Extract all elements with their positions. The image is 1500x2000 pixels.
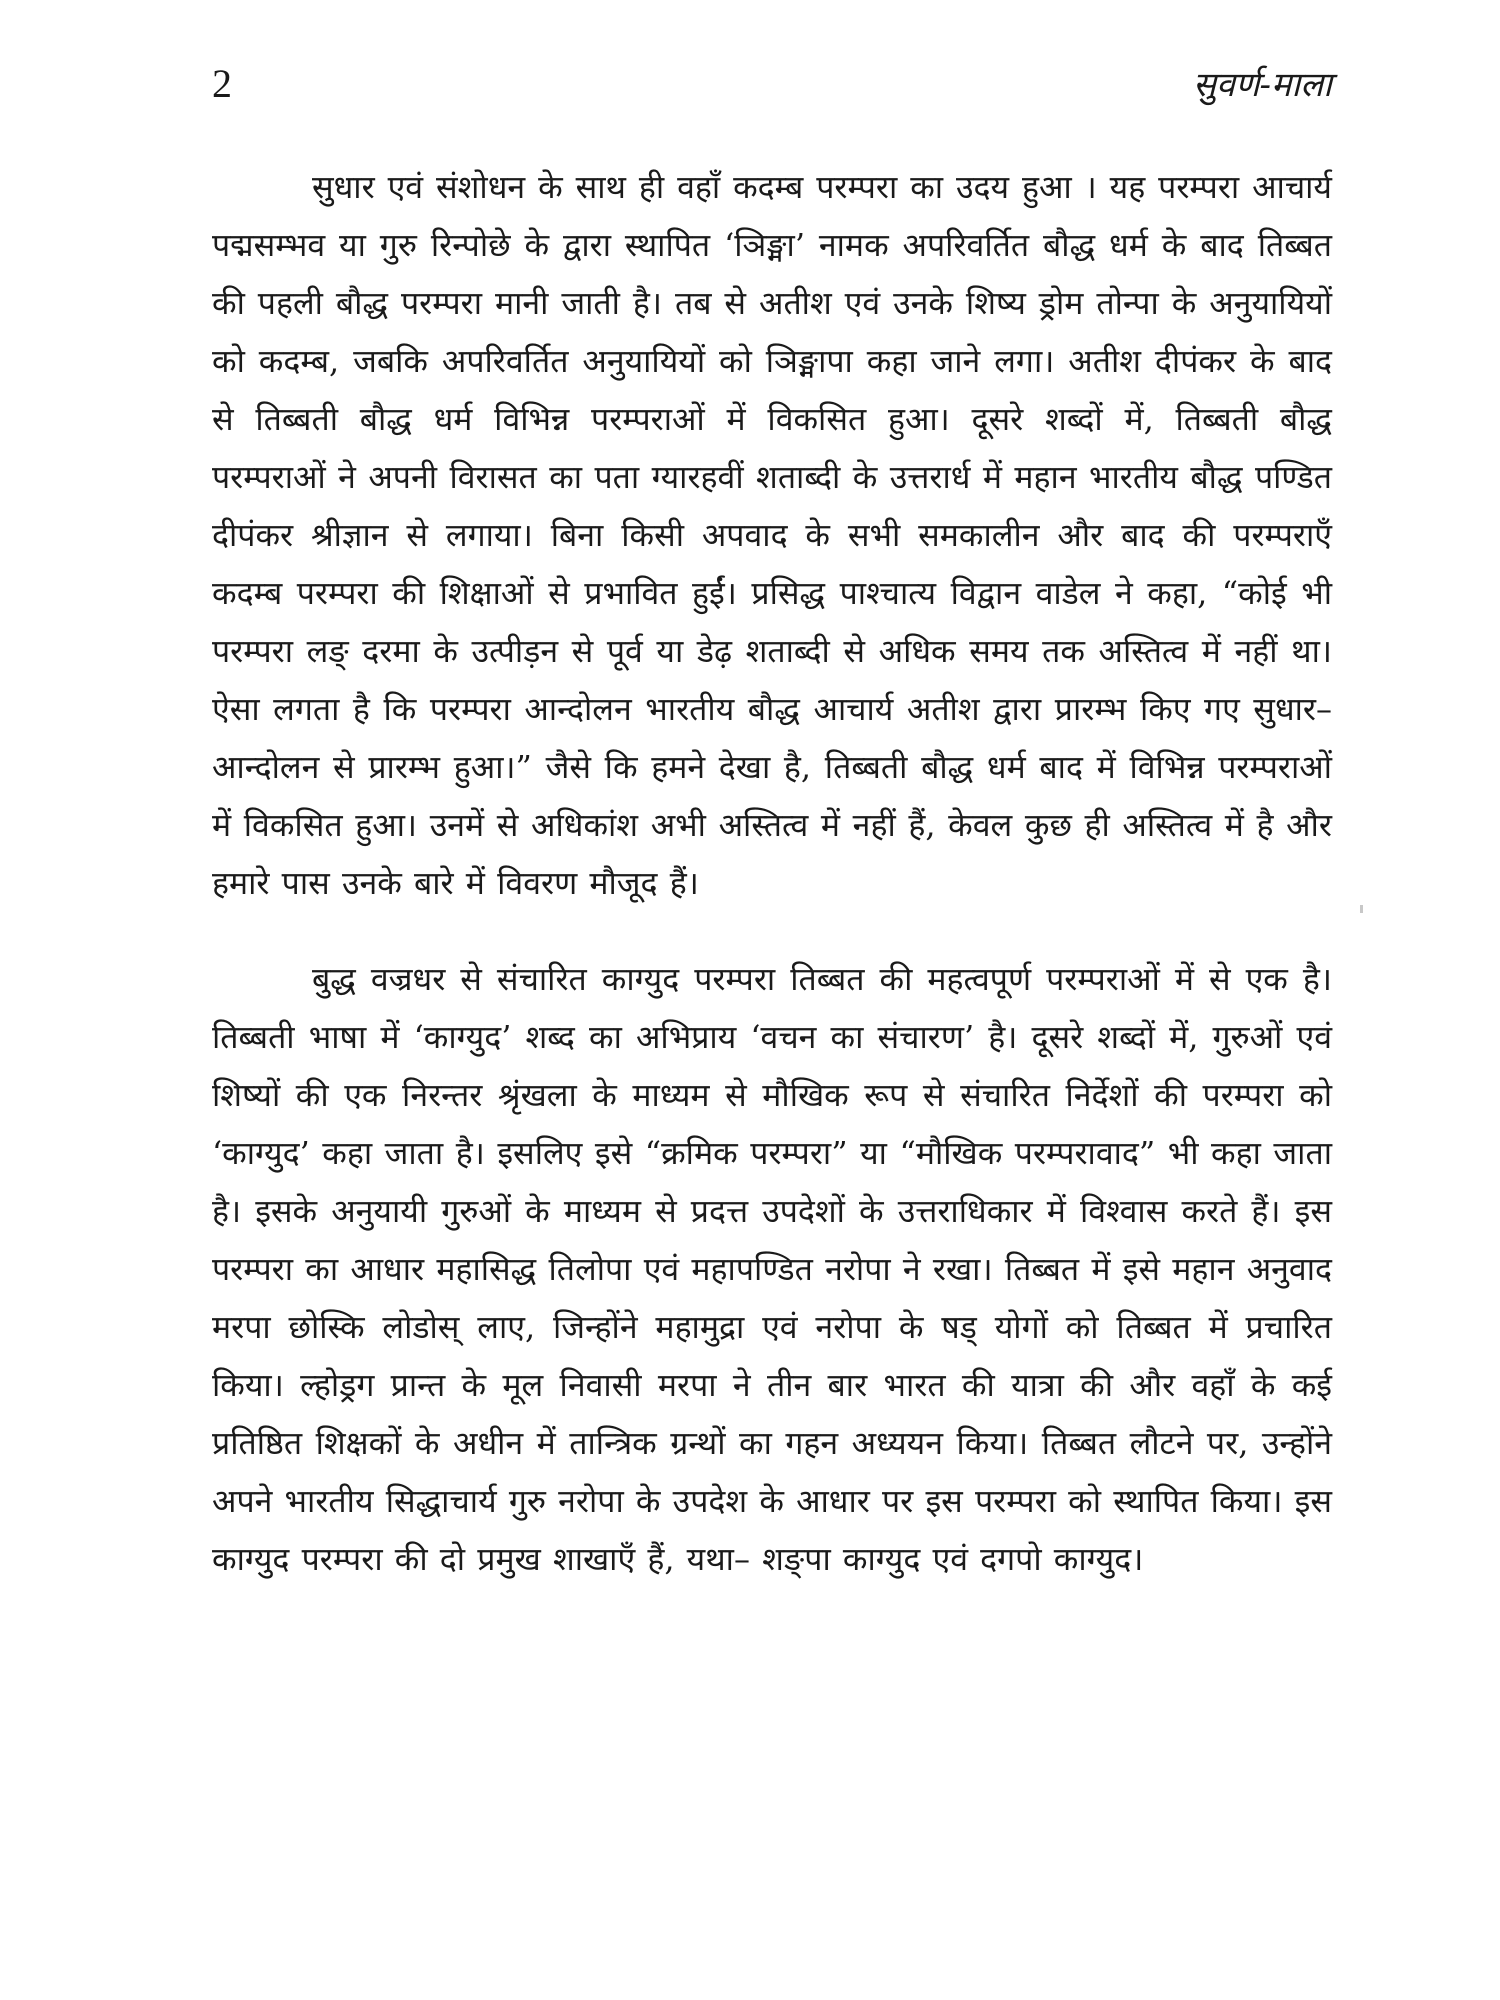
margin-speck	[1360, 905, 1363, 913]
page-header	[212, 60, 1332, 120]
page-number: 2	[212, 61, 232, 106]
paragraph-2: बुद्ध वज्रधर से संचारित काग्युद परम्परा तिब्बत की महत्वपूर्ण परम्पराओं में से एक है। तिब्बती भाषा में ‘काग्युद’ शब्द का अभिप्राय ‘वचन का संचारण’ है। दूसरे शब्दों में, गुरुओं एवं शिष्यों की एक निरन्तर श्रृंखला के माध्यम से मौखिक रूप से संचारित निर्देशों की परम्परा को ‘काग्युद’ कहा जाता है। इसलिए इसे “क्रमिक परम्परा” या “मौखिक परम्परावाद” भी कहा जाता है। इसके अनुयायी गुरुओं के माध्यम से प्रदत्त उपदेशों के उत्तराधिकार में विश्वास करते हैं। इस परम्परा का आधार महासिद्ध तिलोपा एवं महापण्डित नरोपा ने रखा। तिब्बत में इसे महान अनुवाद मरपा छोस्कि लोडोस् लाए, जिन्होंने महामुद्रा एवं नरोपा के षड् योगों को तिब्बत में प्रचारित किया। ल्होड्रग प्रान्त के मूल निवासी मरपा ने तीन बार भारत की यात्रा की और वहाँ के कई प्रतिष्ठित शिक्षकों के अधीन में तान्त्रिक ग्रन्थों का गहन अध्ययन किया। तिब्बत लौटने पर, उन्होंने अपने भारतीय सिद्धाचार्य गुरु नरोपा के उपदेश के आधार पर इस परम्परा को स्थापित किया। इस काग्युद परम्परा की दो प्रमुख शाखाएँ हैं, यथा– शङ्पा काग्युद एवं दगपो काग्युद।	[212, 960, 1332, 1578]
body-text	[212, 158, 1332, 1588]
running-title: सुवर्ण-माला	[1193, 65, 1332, 105]
paragraph-1: सुधार एवं संशोधन के साथ ही वहाँ कदम्ब परम्परा का उदय हुआ । यह परम्परा आचार्य पद्मसम्भव या गुरु रिन्पोछे के द्वारा स्थापित ‘ञिङ्मा’ नामक अपरिवर्तित बौद्ध धर्म के बाद तिब्बत की पहली बौद्ध परम्परा मानी जाती है। तब से अतीश एवं उनके शिष्य ड्रोम तोन्पा के अनुयायियों को कदम्ब, जबकि अपरिवर्तित अनुयायियों को ञिङ्मापा कहा जाने लगा। अतीश दीपंकर के बाद से तिब्बती बौद्ध धर्म विभिन्न परम्पराओं में विकसित हुआ। दूसरे शब्दों में, तिब्बती बौद्ध परम्पराओं ने अपनी विरासत का पता ग्यारहवीं शताब्दी के उत्तरार्ध में महान भारतीय बौद्ध पण्डित दीपंकर श्रीज्ञान से लगाया। बिना किसी अपवाद के सभी समकालीन और बाद की परम्पराएँ कदम्ब परम्परा की शिक्षाओं से प्रभावित हुईं। प्रसिद्ध पाश्चात्य विद्वान वाडेल ने कहा, “कोई भी परम्परा लङ् दरमा के उत्पीड़न से पूर्व या डेढ़ शताब्दी से अधिक समय तक अस्तित्व में नहीं था। ऐसा लगता है कि परम्परा आन्दोलन भारतीय बौद्ध आचार्य अतीश द्वारा प्रारम्भ किए गए सुधार–आन्दोलन से प्रारम्भ हुआ।” जैसे कि हमने देखा है, तिब्बती बौद्ध धर्म बाद में विभिन्न परम्पराओं में विकसित हुआ। उनमें से अधिकांश अभी अस्तित्व में नहीं हैं, केवल कुछ ही अस्तित्व में है और हमारे पास उनके बारे में विवरण मौजूद हैं।	[212, 168, 1332, 902]
